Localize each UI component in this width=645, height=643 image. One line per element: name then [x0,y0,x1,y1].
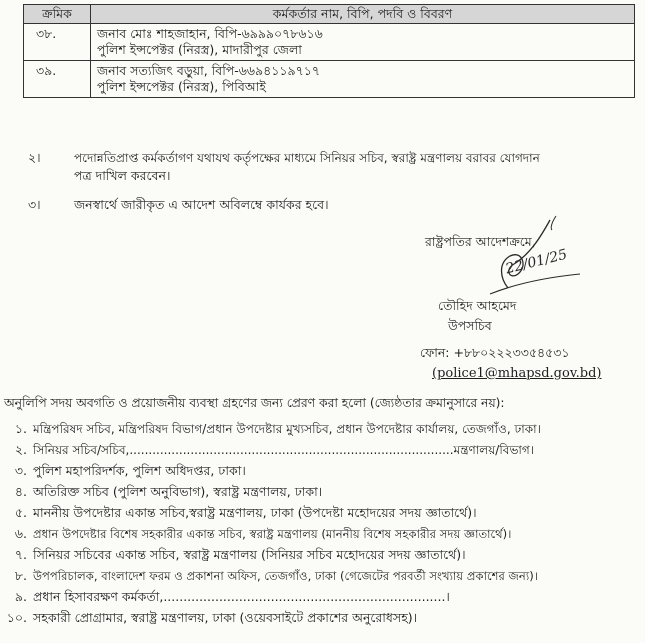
paragraph-text: জনস্বার্থে জারীকৃত এ আদেশ অবিলম্বে কার্যকর হবে। [74,197,329,212]
paragraph-text: পদোন্নতিপ্রাপ্ত কর্মকর্তাগণ যথাযথ কর্তৃপক্ষের মাধ্যমে সিনিয়র সচিব, স্বরাষ্ট্র মন্ত্রণালয় বরাবর যোগদান [74,151,540,165]
list-text: সিনিয়র সচিবের একান্ত সচিব, স্বরাষ্ট্র মন্ত্রণালয় (সিনিয়র সচিব মহোদয়ের সদয় জ্ঞাতার্থে)। [33,547,466,562]
list-number: ৬. [14,526,27,541]
table-row [24,61,635,98]
list-number: ২. [14,442,27,457]
list-item [4,463,246,479]
row-details [91,61,635,98]
phone-number: ফোন: +৮৮০২২২৩৩৫৪৫৩১ [420,345,570,360]
paragraph-text: পত্র দাখিল করবেন। [74,168,171,183]
list-text: পুলিশ মহাপরিদর্শক, পুলিশ অধিদপ্তর, ঢাকা। [33,463,246,478]
officer-name: জনাব মোঃ শাহজাহান, বিপি-৬৯৯৯০৭৮৬১৬ [97,26,323,41]
list-item [4,610,417,626]
list-item [4,568,538,584]
list-number: ৭. [14,547,27,562]
list-text: মাননীয় উপদেষ্টার একান্ত সচিব,স্বরাষ্ট্র মন্ত্রণালয়, ঢাকা (উপদেষ্টা মহোদয়ের সদয় জ্ঞাতার্থে)। [33,505,477,520]
officer-post: পুলিশ ইন্সপেক্টর (নিরস্ত্র), মাদারীপুর জেলা [97,42,302,57]
signatory-designation: উপসচিব [448,318,492,333]
order-line: রাষ্ট্রপতির আদেশক্রমে, [425,234,536,249]
email-link[interactable]: (police1@mhapsd.gov.bd) [432,366,602,381]
list-number: ৯. [14,589,27,604]
paragraph-number: ৩। [28,197,41,212]
list-number: ৫. [14,505,27,520]
officer-name: জনাব সত্যজিৎ বড়ুয়া, বিপি-৬৬৯৪১১৯৭১৭ [97,63,320,78]
list-item [4,589,450,605]
list-text: উপপরিচালক, বাংলাদেশ ফরম ও প্রকাশনা অফিস, তেজগাঁও, ঢাকা (গেজেটের পরবর্তী সংখ্যায় প্রকাশের জন্য)। [33,569,538,583]
officer-post: পুলিশ ইন্সপেক্টর (নিরস্ত্র), পিবিআই [97,79,266,94]
table-row [24,24,635,61]
row-serial: ৩৯. [24,61,91,98]
list-text: সিনিয়র সচিব/সচিব,.....................................................................................মন্ত্রণালয়/বিভাগ। [33,443,535,457]
list-number: ১. [14,421,27,436]
list-number: ১০. [6,610,27,625]
list-item [4,442,534,458]
list-number: ৪. [14,484,27,499]
list-text: মন্ত্রিপরিষদ সচিব, মন্ত্রিপরিষদ বিভাগ/প্রধান উপদেষ্টার মুখ্যসচিব, প্রধান উপদেষ্টার কার্যালয়, তেজগাঁও, ঢাকা। [33,422,541,436]
table-header-row [24,5,635,24]
handwritten-date: 22/01/25 [503,246,569,278]
header-serial: ক্রমিক [24,5,91,24]
copy-intro: অনুলিপি সদয় অবগতি ও প্রয়োজনীয় ব্যবস্থা গ্রহণের জন্য প্রেরণ করা হলো (জ্যেষ্ঠতার ক্রমানুসারে নয়): [4,396,505,410]
row-serial: ৩৮. [24,24,91,61]
list-number: ৮. [14,568,27,583]
list-item [4,421,541,437]
list-text: অতিরিক্ত সচিব (পুলিশ অনুবিভাগ), স্বরাষ্ট্র মন্ত্রণালয়, ঢাকা। [33,484,323,499]
officer-table [23,4,635,98]
list-item [4,526,511,542]
list-text: প্রধান হিসাবরক্ষণ কর্মকর্তা,.......................................................................। [33,589,450,604]
list-item [4,547,466,563]
list-item [4,505,477,521]
list-number: ৩. [14,463,27,478]
list-text: সহকারী প্রোগ্রামার, স্বরাষ্ট্র মন্ত্রণালয়, ঢাকা (ওয়েবসাইটে প্রকাশের অনুরোধসহ)। [33,610,418,625]
list-item [4,484,322,500]
signatory-name: তৌহিদ আহমেদ [438,298,517,313]
row-details [91,24,635,61]
paragraph-number: ২। [28,150,41,165]
header-details: কর্মকর্তার নাম, বিপি, পদবি ও বিবরণ [91,5,635,24]
list-text: প্রধান উপদেষ্টার বিশেষ সহকারীর একান্ত সচিব, স্বরাষ্ট্র মন্ত্রণালয় (মাননীয় বিশেষ সহকারীর সদয় জ্ঞাতার্থে)। [33,527,512,541]
